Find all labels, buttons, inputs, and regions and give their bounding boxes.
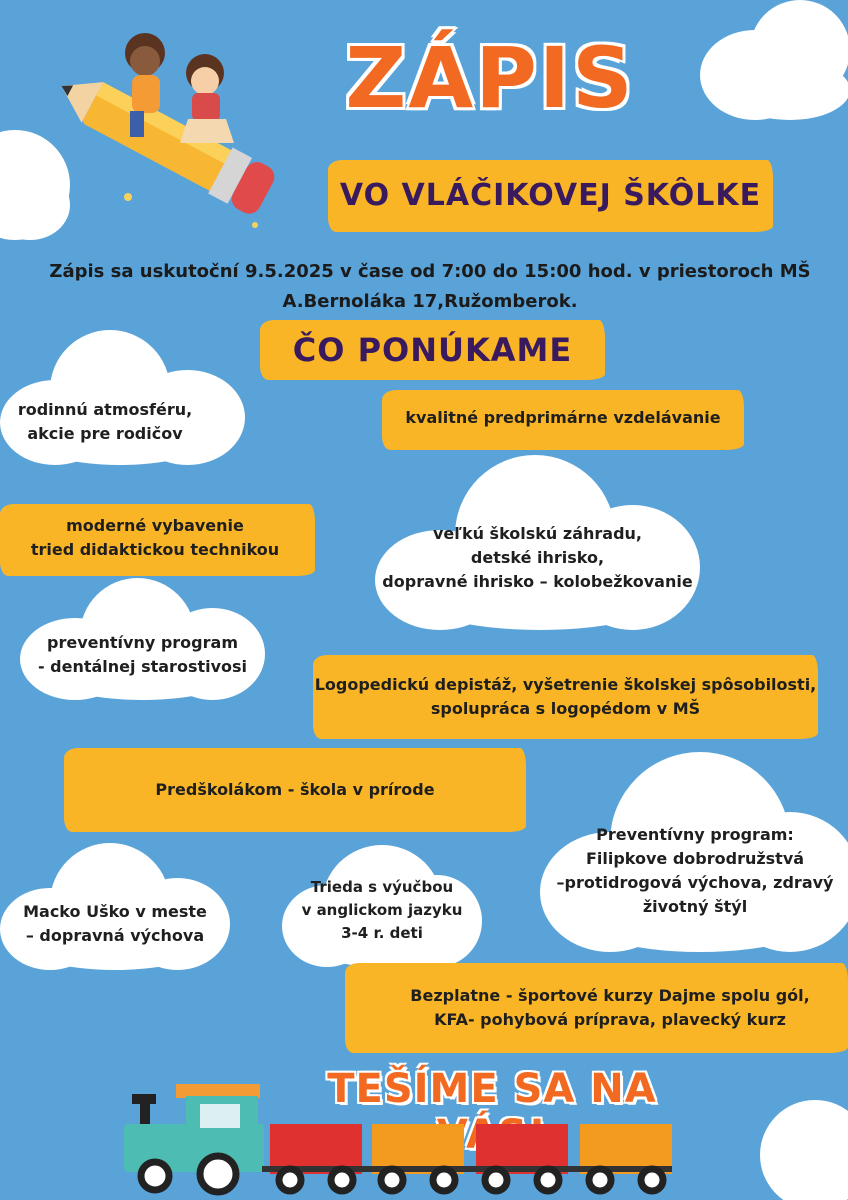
offer-6: Logopedickú depistáž, vyšetrenie školskej spôsobilosti, spolupráca s logopédom v MŠ: [314, 675, 817, 718]
info-line-1: Zápis sa uskutoční 9.5.2025 v čase od 7:00 do 15:00 hod. v priestoroch MŠ: [49, 261, 811, 282]
offer-11: Bezplatne - športové kurzy Dajme spolu gól, KFA- pohybová príprava, plavecký kurz: [410, 986, 810, 1029]
train-illustration: [110, 1078, 680, 1200]
info-line-2: A.Bernoláka 17,Ružomberok.: [282, 291, 578, 312]
page-title: ZÁPIS: [345, 29, 635, 127]
offer-7: Predškolákom - škola v prírode: [155, 780, 435, 799]
subtitle: VO VLÁČIKOVEJ ŠKÔLKE: [339, 178, 762, 213]
offer-2: kvalitné predprimárne vzdelávanie: [405, 408, 721, 427]
closing-message: TEŠÍME SA NA: [327, 1066, 657, 1112]
cloud-top-right: [690, 0, 848, 120]
offer-4: veľkú školskú záhradu, detské ihrisko, dopravné ihrisko – kolobežkovanie: [382, 524, 693, 591]
enrollment-info: [20, 257, 840, 317]
offer-9: Macko Uško v meste – dopravná výchova: [23, 902, 207, 945]
pencil-kids-illustration: [30, 15, 290, 235]
offer-5: preventívny program - dentálnej starostivosi: [37, 633, 248, 676]
offer-8: Preventívny program: Filipkove dobrodružstvá –protidrogová výchova, zdravý životný štýl: [556, 825, 834, 916]
cloud-bottom-right: [760, 1080, 848, 1200]
offer-3: moderné vybavenie tried didaktickou technikou: [30, 516, 280, 559]
offer-1: rodinnú atmosféru, akcie pre rodičov: [17, 400, 193, 443]
offer-10: Trieda s výučbou v anglickom jazyku 3-4 r. deti: [301, 878, 463, 942]
offer-heading: ČO PONÚKAME: [292, 331, 573, 369]
